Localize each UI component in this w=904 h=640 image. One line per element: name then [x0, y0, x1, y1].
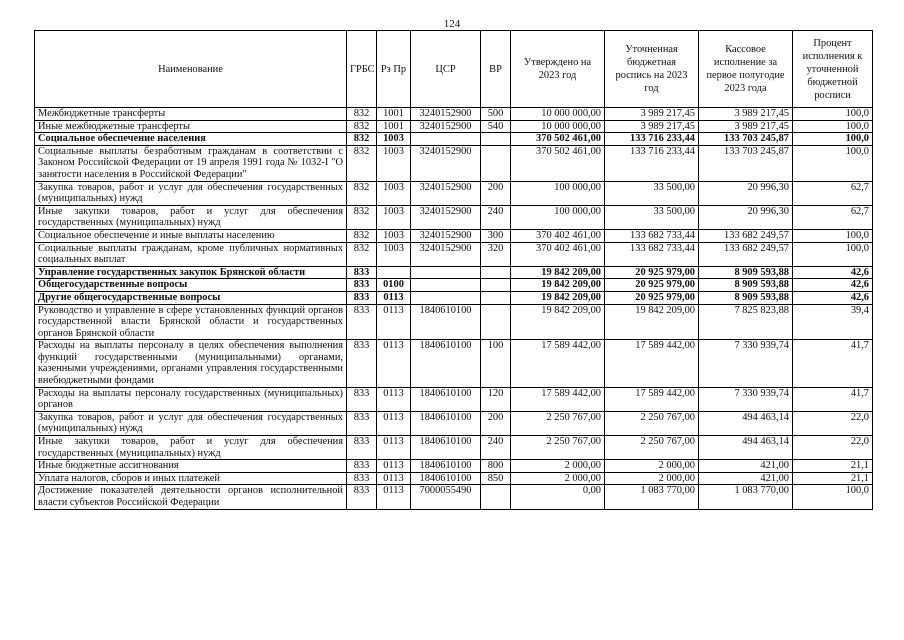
cell-refined: 2 250 767,00 [605, 436, 699, 460]
cell-vr [481, 485, 511, 509]
cell-approved: 2 000,00 [511, 460, 605, 473]
cell-grbs: 833 [347, 472, 377, 485]
cell-approved: 10 000 000,00 [511, 108, 605, 121]
cell-name: Расходы на выплаты персоналу государственных (муниципальных) органов [35, 387, 347, 411]
cell-rzpr: 0113 [377, 387, 411, 411]
table-row [35, 120, 873, 133]
cell-name: Уплата налогов, сборов и иных платежей [35, 472, 347, 485]
cell-cash: 8 909 593,88 [699, 291, 793, 304]
cell-cash: 3 989 217,45 [699, 108, 793, 121]
cell-csr: 1840610100 [411, 304, 481, 340]
cell-name: Иные закупки товаров, работ и услуг для обеспечения государственных (муниципальных) нужд [35, 436, 347, 460]
cell-vr: 540 [481, 120, 511, 133]
cell-refined: 19 842 209,00 [605, 304, 699, 340]
cell-vr: 500 [481, 108, 511, 121]
cell-percent: 42,6 [793, 266, 873, 279]
header-approved: Утверждено на 2023 год [511, 31, 605, 108]
cell-approved: 19 842 209,00 [511, 304, 605, 340]
cell-grbs: 832 [347, 205, 377, 229]
cell-percent: 22,0 [793, 411, 873, 435]
cell-percent: 100,0 [793, 145, 873, 181]
cell-name: Управление государственных закупок Брянской области [35, 266, 347, 279]
cell-rzpr: 1003 [377, 145, 411, 181]
table-row [35, 145, 873, 181]
cell-grbs: 832 [347, 181, 377, 205]
cell-grbs: 832 [347, 145, 377, 181]
cell-approved: 19 842 209,00 [511, 279, 605, 292]
table-row [35, 108, 873, 121]
cell-approved: 19 842 209,00 [511, 291, 605, 304]
cell-approved: 17 589 442,00 [511, 340, 605, 387]
header-cash: Кассовое исполнение за первое полугодие 2023 года [699, 31, 793, 108]
cell-approved: 2 000,00 [511, 472, 605, 485]
header-percent: Процент исполнения к уточненной бюджетной росписи [793, 31, 873, 108]
cell-refined: 2 250 767,00 [605, 411, 699, 435]
cell-percent: 41,7 [793, 340, 873, 387]
cell-csr: 3240152900 [411, 242, 481, 266]
cell-grbs: 833 [347, 485, 377, 509]
cell-name: Закупка товаров, работ и услуг для обеспечения государственных (муниципальных) нужд [35, 181, 347, 205]
header-name: Наименование [35, 31, 347, 108]
header-csr: ЦСР [411, 31, 481, 108]
table-row [35, 205, 873, 229]
cell-name: Закупка товаров, работ и услуг для обеспечения государственных (муниципальных) нужд [35, 411, 347, 435]
cell-name: Социальные выплаты безработным гражданам в соответствии с Законом Российской Федерации от 19 апреля 1991 года № 1032-I "О занятости населения в Российской Федерации" [35, 145, 347, 181]
cell-cash: 133 703 245,87 [699, 145, 793, 181]
cell-grbs: 833 [347, 304, 377, 340]
header-grbs: ГРБС [347, 31, 377, 108]
budget-execution-table [34, 30, 873, 510]
cell-vr: 850 [481, 472, 511, 485]
cell-csr [411, 279, 481, 292]
cell-refined: 133 682 733,44 [605, 229, 699, 242]
cell-cash: 20 996,30 [699, 181, 793, 205]
table-row [35, 460, 873, 473]
cell-csr: 3240152900 [411, 108, 481, 121]
cell-rzpr: 0113 [377, 436, 411, 460]
cell-csr: 3240152900 [411, 181, 481, 205]
cell-csr: 1840610100 [411, 387, 481, 411]
cell-refined: 17 589 442,00 [605, 387, 699, 411]
table-row [35, 181, 873, 205]
cell-rzpr: 0113 [377, 472, 411, 485]
cell-name: Достижение показателей деятельности органов исполнительной власти субъектов Российской Федерации [35, 485, 347, 509]
cell-csr: 1840610100 [411, 340, 481, 387]
cell-cash: 7 825 823,88 [699, 304, 793, 340]
cell-refined: 2 000,00 [605, 460, 699, 473]
cell-approved: 370 502 461,00 [511, 145, 605, 181]
cell-rzpr: 1003 [377, 229, 411, 242]
cell-approved: 100 000,00 [511, 205, 605, 229]
cell-percent: 100,0 [793, 242, 873, 266]
cell-csr: 7000055490 [411, 485, 481, 509]
page-number: 124 [0, 18, 904, 31]
cell-approved: 2 250 767,00 [511, 411, 605, 435]
cell-rzpr: 1003 [377, 181, 411, 205]
cell-vr [481, 279, 511, 292]
cell-csr [411, 133, 481, 146]
cell-refined: 17 589 442,00 [605, 340, 699, 387]
cell-name: Межбюджетные трансферты [35, 108, 347, 121]
cell-percent: 42,6 [793, 279, 873, 292]
cell-percent: 100,0 [793, 229, 873, 242]
cell-vr: 240 [481, 436, 511, 460]
table-row [35, 266, 873, 279]
cell-csr [411, 291, 481, 304]
cell-refined: 1 083 770,00 [605, 485, 699, 509]
cell-grbs: 832 [347, 108, 377, 121]
cell-vr: 800 [481, 460, 511, 473]
cell-grbs: 832 [347, 133, 377, 146]
table-row [35, 229, 873, 242]
table-row [35, 304, 873, 340]
cell-refined: 33 500,00 [605, 205, 699, 229]
cell-csr: 1840610100 [411, 460, 481, 473]
cell-cash: 133 703 245,87 [699, 133, 793, 146]
table-row [35, 133, 873, 146]
cell-percent: 22,0 [793, 436, 873, 460]
cell-csr: 3240152900 [411, 205, 481, 229]
cell-rzpr: 1003 [377, 205, 411, 229]
header-refined: Уточненная бюджетная роспись на 2023 год [605, 31, 699, 108]
cell-refined: 20 925 979,00 [605, 291, 699, 304]
cell-grbs: 833 [347, 436, 377, 460]
cell-rzpr: 0113 [377, 291, 411, 304]
table-row [35, 387, 873, 411]
cell-percent: 42,6 [793, 291, 873, 304]
cell-rzpr: 1003 [377, 242, 411, 266]
cell-vr [481, 304, 511, 340]
cell-cash: 20 996,30 [699, 205, 793, 229]
cell-csr: 3240152900 [411, 120, 481, 133]
cell-rzpr: 1001 [377, 108, 411, 121]
cell-vr: 300 [481, 229, 511, 242]
cell-refined: 133 716 233,44 [605, 145, 699, 181]
cell-rzpr: 0113 [377, 485, 411, 509]
cell-name: Социальные выплаты гражданам, кроме публичных нормативных социальных выплат [35, 242, 347, 266]
cell-name: Общегосударственные вопросы [35, 279, 347, 292]
cell-approved: 2 250 767,00 [511, 436, 605, 460]
cell-vr [481, 266, 511, 279]
table-header-row [35, 31, 873, 108]
cell-name: Другие общегосударственные вопросы [35, 291, 347, 304]
cell-refined: 20 925 979,00 [605, 266, 699, 279]
cell-csr [411, 266, 481, 279]
cell-grbs: 833 [347, 279, 377, 292]
cell-grbs: 833 [347, 340, 377, 387]
cell-percent: 100,0 [793, 108, 873, 121]
cell-percent: 41,7 [793, 387, 873, 411]
cell-vr [481, 291, 511, 304]
cell-rzpr: 0113 [377, 340, 411, 387]
cell-name: Социальное обеспечение и иные выплаты населению [35, 229, 347, 242]
cell-cash: 494 463,14 [699, 411, 793, 435]
cell-refined: 2 000,00 [605, 472, 699, 485]
cell-approved: 100 000,00 [511, 181, 605, 205]
cell-rzpr: 0113 [377, 460, 411, 473]
cell-percent: 21,1 [793, 472, 873, 485]
cell-name: Социальное обеспечение населения [35, 133, 347, 146]
cell-grbs: 833 [347, 387, 377, 411]
cell-csr: 1840610100 [411, 472, 481, 485]
cell-vr: 200 [481, 181, 511, 205]
table-row [35, 340, 873, 387]
cell-grbs: 833 [347, 411, 377, 435]
table-row [35, 472, 873, 485]
cell-vr: 240 [481, 205, 511, 229]
cell-grbs: 832 [347, 242, 377, 266]
cell-cash: 8 909 593,88 [699, 266, 793, 279]
cell-cash: 133 682 249,57 [699, 242, 793, 266]
cell-grbs: 832 [347, 120, 377, 133]
cell-csr: 1840610100 [411, 436, 481, 460]
cell-cash: 133 682 249,57 [699, 229, 793, 242]
cell-percent: 21,1 [793, 460, 873, 473]
cell-percent: 100,0 [793, 485, 873, 509]
cell-cash: 1 083 770,00 [699, 485, 793, 509]
table-row [35, 291, 873, 304]
cell-name: Руководство и управление в сфере установленных функций органов государственной власти Брянской области и государственных органов Брянской области [35, 304, 347, 340]
table-row [35, 436, 873, 460]
cell-approved: 370 402 461,00 [511, 229, 605, 242]
cell-vr [481, 145, 511, 181]
header-vr: ВР [481, 31, 511, 108]
cell-rzpr: 0113 [377, 304, 411, 340]
cell-percent: 100,0 [793, 120, 873, 133]
cell-name: Иные межбюджетные трансферты [35, 120, 347, 133]
cell-rzpr: 0113 [377, 411, 411, 435]
cell-percent: 62,7 [793, 205, 873, 229]
cell-refined: 3 989 217,45 [605, 120, 699, 133]
cell-cash: 7 330 939,74 [699, 387, 793, 411]
cell-cash: 8 909 593,88 [699, 279, 793, 292]
cell-rzpr: 1003 [377, 133, 411, 146]
cell-csr: 3240152900 [411, 229, 481, 242]
cell-refined: 3 989 217,45 [605, 108, 699, 121]
table-row [35, 485, 873, 509]
cell-vr: 120 [481, 387, 511, 411]
cell-grbs: 832 [347, 229, 377, 242]
cell-percent: 100,0 [793, 133, 873, 146]
cell-csr: 3240152900 [411, 145, 481, 181]
cell-grbs: 833 [347, 460, 377, 473]
cell-approved: 19 842 209,00 [511, 266, 605, 279]
cell-cash: 7 330 939,74 [699, 340, 793, 387]
cell-approved: 0,00 [511, 485, 605, 509]
table-row [35, 242, 873, 266]
cell-csr: 1840610100 [411, 411, 481, 435]
cell-refined: 133 682 733,44 [605, 242, 699, 266]
cell-vr: 320 [481, 242, 511, 266]
header-rzpr: Рз Пр [377, 31, 411, 108]
cell-name: Иные бюджетные ассигнования [35, 460, 347, 473]
cell-vr: 100 [481, 340, 511, 387]
table-row [35, 279, 873, 292]
cell-vr [481, 133, 511, 146]
cell-refined: 20 925 979,00 [605, 279, 699, 292]
cell-vr: 200 [481, 411, 511, 435]
cell-cash: 421,00 [699, 472, 793, 485]
cell-approved: 370 402 461,00 [511, 242, 605, 266]
table-row [35, 411, 873, 435]
cell-cash: 3 989 217,45 [699, 120, 793, 133]
cell-percent: 39,4 [793, 304, 873, 340]
cell-percent: 62,7 [793, 181, 873, 205]
cell-cash: 494 463,14 [699, 436, 793, 460]
cell-grbs: 833 [347, 266, 377, 279]
cell-refined: 33 500,00 [605, 181, 699, 205]
cell-name: Расходы на выплаты персоналу в целях обеспечения выполнения функций государственными (муниципальными) органами, казенными учреждениями, органами управления государственными внебюджетными фондами [35, 340, 347, 387]
cell-cash: 421,00 [699, 460, 793, 473]
cell-rzpr: 0100 [377, 279, 411, 292]
cell-approved: 10 000 000,00 [511, 120, 605, 133]
cell-approved: 17 589 442,00 [511, 387, 605, 411]
cell-refined: 133 716 233,44 [605, 133, 699, 146]
cell-name: Иные закупки товаров, работ и услуг для обеспечения государственных (муниципальных) нужд [35, 205, 347, 229]
cell-grbs: 833 [347, 291, 377, 304]
cell-rzpr [377, 266, 411, 279]
cell-rzpr: 1001 [377, 120, 411, 133]
cell-approved: 370 502 461,00 [511, 133, 605, 146]
